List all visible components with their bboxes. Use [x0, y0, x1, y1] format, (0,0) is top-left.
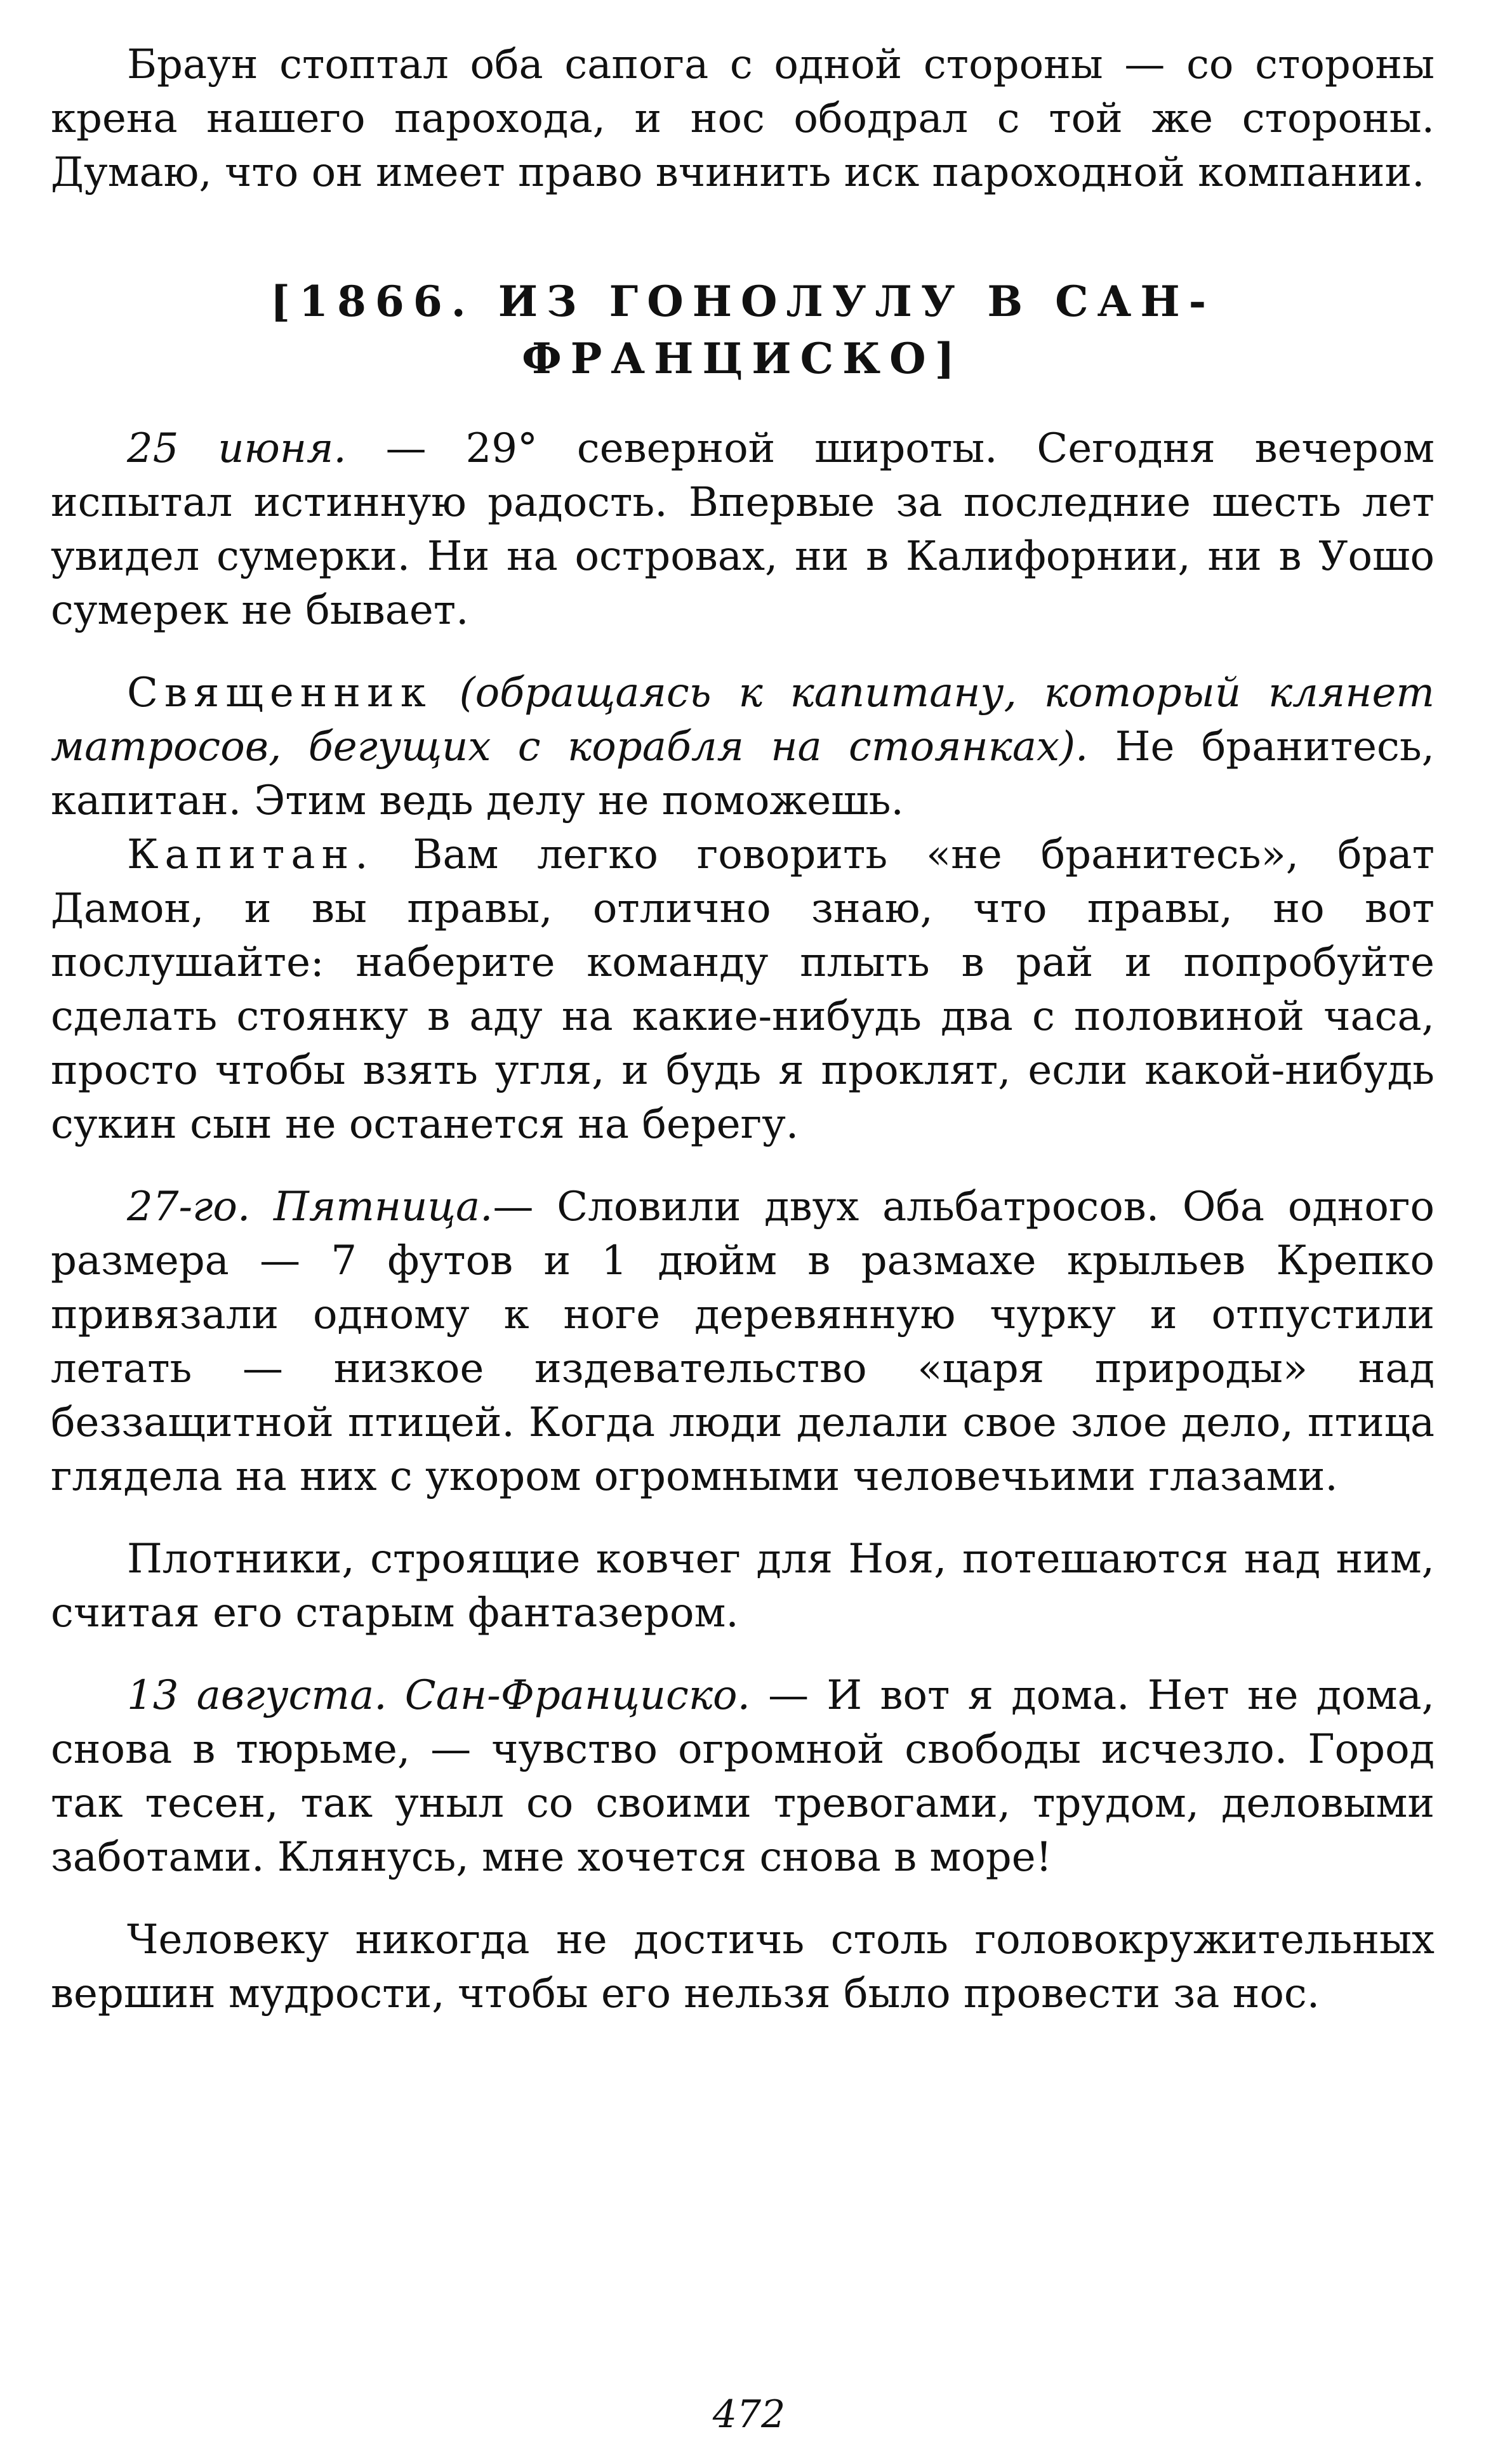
entry-friday-27: [51, 1180, 1435, 1504]
paragraph-brown-boots: Браун стоптал оба сапога с одной стороны — со стороны крена нашего парохода, и нос ободрал с той же стороны. Думаю, что он имеет право вчинить иск пароходной компании.: [51, 41, 1435, 196]
book-page: [51, 38, 1435, 2021]
speaker-name: Капитан.: [127, 831, 374, 878]
entry-text: — 29° северной широты. Сегодня вечером испытал истинную радость. Впервые за последние шесть лет увидел сумерки. Ни на островах, ни в Калифорнии, ни в Уошо сумерек не бывает.: [51, 425, 1435, 634]
entry-date: 25 июня.: [127, 425, 347, 472]
page-number: 472: [712, 2392, 786, 2437]
stage-direction: (обращаясь к капитану, который клянет матросов, бегущих с корабля на стоянках).: [51, 669, 1435, 770]
entry-text: — Словили двух альбатросов. Оба одного размера — 7 футов и 1 дюйм в размахе крыльев Крепко привязали одному к ноге деревянную чурку и отпустили летать — низкое издевательство «царя природы» над беззащитной птицей. Когда люди делали свое злое дело, птица глядела на них с укором огромными человечьими глазами.: [51, 1183, 1435, 1500]
entry-date: 27-го. Пятница.: [127, 1183, 493, 1230]
entry-date: 13 августа. Сан-Франциско.: [127, 1672, 750, 1719]
section-heading: [1866. ИЗ ГОНОЛУЛУ В САН-ФРАНЦИСКО]: [270, 277, 1216, 383]
dialogue-text: Не бранитесь, капитан. Этим ведь делу не поможешь.: [51, 723, 1435, 824]
entry-june-25: [51, 422, 1435, 638]
dialogue-captain: [51, 828, 1435, 1152]
paragraph-carpenters: Плотники, строящие ковчег для Ноя, потешаются над ним, считая его старым фантазером.: [51, 1536, 1435, 1637]
paragraph-final: Человеку никогда не достичь столь головокружительных вершин мудрости, чтобы его нельзя было провести за нос.: [51, 1916, 1435, 2017]
speaker-name: Священник: [127, 669, 432, 716]
entry-august-13: [51, 1669, 1435, 1885]
dialogue-priest: [51, 666, 1435, 828]
entry-text: — И вот я дома. Нет не дома, снова в тюрьме, — чувство огромной свободы исчезло. Город так тесен, так уныл со своими тревогами, трудом, деловыми заботами. Клянусь, мне хочется снова в море!: [51, 1672, 1435, 1881]
dialogue-text: Вам легко говорить «не бранитесь», брат Дамон, и вы правы, отлично знаю, что правы, но вот послушайте: наберите команду плыть в рай и попробуйте сделать стоянку в аду на какие-нибудь два с половиной часа, просто чтобы взять угля, и будь я проклят, если какой-нибудь сукин сын не останется на берегу.: [51, 831, 1435, 1148]
